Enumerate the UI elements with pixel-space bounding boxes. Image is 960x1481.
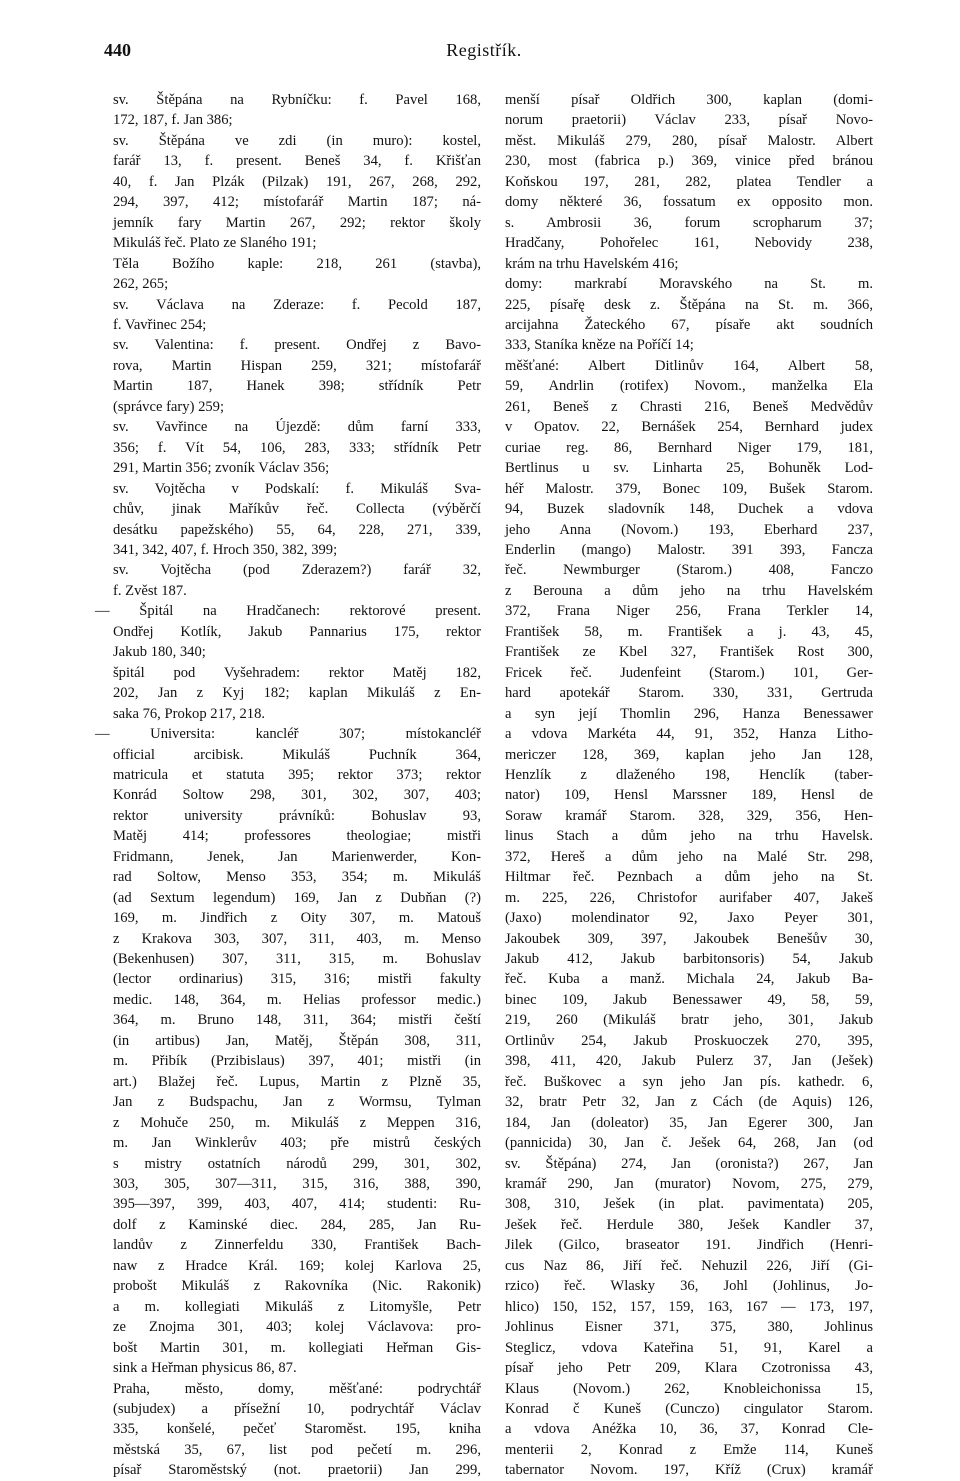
text-line: a m. kollegiati Mikuláš z Litomyšle, Petr xyxy=(113,1298,481,1315)
text-line: Enderlin (mango) Malostr. 391 393, Fancza xyxy=(505,541,873,558)
text-line: Hiltmar řeč. Peznbach a dům jeho na St. xyxy=(505,869,873,886)
text-line: 291, Martin 356; zvoník Václav 356; xyxy=(113,460,330,477)
text-line: 32, bratr Petr 32, Jan z Cách (de Aquis) 126, xyxy=(505,1094,873,1111)
text-line: 364, m. Bruno 148, 311, 364; mistři čeští xyxy=(113,1012,481,1029)
text-line: dolf z Kaminské diec. 284, 285, Jan Ru- xyxy=(113,1216,481,1233)
text-line: f. Vavřinec 254; xyxy=(113,316,207,333)
text-line: (lector ordinarius) 315, 316; mistři fakulty xyxy=(113,971,481,988)
page-number: 440 xyxy=(104,40,131,60)
text-line: menší písař Oldřich 300, kaplan (domi- xyxy=(505,92,873,108)
text-line: 335, konšelé, pečeť Staroměst. 195, kniha xyxy=(113,1421,481,1438)
text-line: nator) 109, Hensl Marssner 189, Hensl de xyxy=(505,787,873,804)
text-line: hlico) 150, 152, 157, 159, 163, 167 — 173, 197, xyxy=(505,1298,873,1315)
text-line: matricula et statuta 395; rektor 373; rektor xyxy=(113,766,481,783)
text-line: 225, písařę desk z. Štěpána na St. m. 366, xyxy=(505,296,873,313)
text-line: měšťané: Albert Ditlinův 164, Albert 58, xyxy=(505,357,873,374)
text-line: a vdova Markéta 44, 91, 352, Hanza Litho- xyxy=(505,726,873,743)
text-line: Johlinus Eisner 371, 375, 380, Johlinus xyxy=(505,1319,873,1336)
text-line: jemník fary Martin 267, 292; rektor školy xyxy=(113,214,481,231)
text-line: sv. Valentina: f. present. Ondřej z Bavo- xyxy=(113,337,481,354)
text-line: Soraw kramář Starom. 328, 329, 356, Hen- xyxy=(505,807,873,824)
text-line: official arcibisk. Mikuláš Puchník 364, xyxy=(113,746,481,763)
text-line: 356; f. Vít 54, 106, 283, 333; střídník Petr xyxy=(113,439,481,456)
text-line: 184, Jan (doleator) 35, Jan Egerer 300, Jan xyxy=(505,1114,873,1131)
text-line: Ješek řeč. Herdule 380, Ješek Kandler 37, xyxy=(505,1216,873,1233)
text-line: 169, m. Jindřich z Oity 307, m. Matouš xyxy=(113,910,481,927)
text-line: kramář 290, Jan (murator) Novom, 275, 279, xyxy=(505,1176,873,1193)
text-line: Ondřej Kotlík, Jakub Pannarius 175, rektor xyxy=(113,623,481,640)
text-line: cus Naz 86, Jiří řeč. Nehuzil 226, Jiří (Gi- xyxy=(505,1257,873,1274)
text-line: f. Zvěst 187. xyxy=(113,582,187,599)
text-line: bošt Martin 301, m. kollegiati Heřman Gis- xyxy=(113,1339,481,1356)
text-line: m. 225, 226, Christofor aurifaber 407, Jakeš xyxy=(505,889,873,906)
text-line: 219, 260 (Mikuláš bratr jeho, 301, Jakub xyxy=(505,1012,873,1029)
text-line: norum praetorii) Václav 233, písař Novo- xyxy=(505,112,873,129)
text-line: sv. Štěpána ve zdi (in muro): kostel, xyxy=(113,132,481,149)
text-line: 303, 305, 307—311, 315, 316, 388, 390, xyxy=(113,1176,481,1193)
text-line: sv. Václava na Zderaze: f. Pecold 187, xyxy=(113,296,481,313)
text-line: (správce fary) 259; xyxy=(113,398,225,415)
text-line: 261, Beneš z Chrasti 216, Beneš Medvědův xyxy=(505,398,873,415)
text-line: Bertlinus u sv. Linharta 25, Bohuněk Lod- xyxy=(505,460,873,477)
text-line: héř Malostr. 379, Bonec 109, Bušek Starom. xyxy=(505,480,873,497)
text-line: 262, 265; xyxy=(113,276,169,293)
text-line: František 58, m. František a j. 43, 45, xyxy=(505,623,873,640)
text-line: m. Přibík (Przibislaus) 397, 401; mistři (in xyxy=(113,1053,481,1070)
text-line: řeč. Newmburger (Starom.) 408, Fanczo xyxy=(505,562,873,579)
text-line: sink a Heřman physicus 86, 87. xyxy=(113,1360,297,1377)
text-line: z Mohuče 250, m. Mikuláš z Meppen 316, xyxy=(113,1114,481,1131)
text-line: Martin 187, Hanek 398; střídník Petr xyxy=(113,378,481,395)
text-line: špitál pod Vyšehradem: rektor Matěj 182, xyxy=(113,664,481,681)
text-line: Henzlík z dlaženého 198, Henclík (taber- xyxy=(505,766,873,783)
text-line: rad Soltow, Menso 353, 354; m. Mikuláš xyxy=(113,869,481,886)
text-line: 395—397, 399, 403, 407, 414; studenti: Ru- xyxy=(113,1196,481,1213)
text-line: rzico) řeč. Wlasky 36, Johl (Johlinus, Jo- xyxy=(505,1278,873,1295)
text-line: 172, 187, f. Jan 386; xyxy=(113,112,233,129)
text-line: Praha, město, domy, měšťané: podrychtář xyxy=(113,1380,481,1397)
text-line: landův z Zinnerfeldu 330, František Bach- xyxy=(113,1237,481,1254)
text-line: písař jeho Petr 209, Klara Czotronissa 43, xyxy=(505,1360,873,1377)
text-line: (subjudex) a přísežní 10, podrychtář Václav xyxy=(113,1401,481,1417)
text-line: Jilek (Gilco, braseator 191. Jindřich (Henri- xyxy=(505,1237,873,1254)
text-line: František ze Kbel 327, František Rost 300, xyxy=(505,644,873,661)
text-line: 308, 310, Ješek (in plat. pavimentata) 205, xyxy=(505,1196,873,1213)
text-line: s. Ambrosii 36, forum scropharum 37; xyxy=(505,214,873,231)
text-line: hard apotekář Starom. 330, 331, Gertruda xyxy=(505,685,873,702)
text-line: domy některé 36, fossatum ex opposito mon. xyxy=(505,194,873,211)
text-line: Fridmann, Jenek, Jan Marienwerder, Kon- xyxy=(113,848,481,865)
text-line: art.) Blažej řeč. Lupus, Martin z Plzně 35, xyxy=(113,1073,481,1090)
text-line: m. Jan Winklerův 403; pře mistrů českých xyxy=(113,1135,481,1152)
right-column xyxy=(505,90,873,1481)
text-line: a syn její Thomlin 296, Hanza Benessawer xyxy=(505,705,873,722)
text-line: — Universita: kancléř 307; místokancléř xyxy=(95,726,481,743)
text-line: městská 35, 67, list pod pečetí m. 296, xyxy=(113,1441,481,1458)
text-line: medic. 148, 364, m. Helias professor medic.) xyxy=(113,991,481,1008)
text-line: sv. Vavřince na Újezdě: dům farní 333, xyxy=(113,419,481,436)
text-line: naw z Hradce Král. 169; kolej Karlova 25, xyxy=(113,1257,481,1274)
text-line: řeč. Buškovec a syn jeho Jan pís. kathedr. 6, xyxy=(505,1073,873,1090)
text-line: (Jaxo) molendinator 92, Jaxo Peyer 301, xyxy=(505,910,873,927)
text-line: tabernator Novom. 197, Kříž (Crux) kramář xyxy=(505,1462,873,1479)
text-line: Jakub 412, Jakub barbitonsoris) 54, Jakub xyxy=(505,951,873,968)
text-line: v Opatov. 22, Bernášek 254, Bernhard judex xyxy=(505,419,873,436)
text-line: (ad Sextum legendum) 169, Jan z Dubňan (?) xyxy=(113,889,481,906)
page-header xyxy=(104,40,864,70)
text-line: 230, most (fabrica p.) 369, vinice před bránou xyxy=(505,153,873,170)
running-title: Registřík. xyxy=(446,40,522,60)
text-line: z Krakova 303, 307, 311, 403, m. Menso xyxy=(113,930,481,947)
text-line: desátku papežského) 55, 64, 228, 271, 339, xyxy=(113,521,481,538)
text-line: 372, Frana Niger 256, Frana Terkler 14, xyxy=(505,603,873,620)
text-line: 398, 411, 420, Jakub Pulerz 37, Jan (Ješek) xyxy=(505,1053,873,1070)
text-line: Hradčany, Pohořelec 161, Nebovidy 238, xyxy=(505,235,873,252)
text-line: Fricek řeč. Judenfeint (Starom.) 101, Ger- xyxy=(505,664,873,681)
text-line: Matěj 414; professores theologiae; mistři xyxy=(113,828,481,845)
text-line: Konrad č Kuneš (Cunczo) cingulator Starom. xyxy=(505,1401,873,1417)
text-line: krám na trhu Havelském 416; xyxy=(505,255,679,272)
text-line: měst. Mikuláš 279, 280, písař Malostr. Albert xyxy=(505,132,873,149)
text-line: sv. Štěpána) 274, Jan (oronista?) 267, Jan xyxy=(505,1155,873,1172)
text-line: Jakub 180, 340; xyxy=(113,644,206,661)
text-line: sv. Štěpána na Rybníčku: f. Pavel 168, xyxy=(113,92,481,108)
text-line: 40, f. Jan Plzák (Pilzak) 191, 267, 268, 292, xyxy=(113,173,481,190)
text-line: 372, Hereš a dům jeho na Malé Str. 298, xyxy=(505,848,873,865)
text-line: Jakoubek 309, 397, Jakoubek Benešův 30, xyxy=(505,930,873,947)
text-line: rektor university právníků: Bohuslav 93, xyxy=(113,807,481,824)
text-line: z Berouna a dům jeho na trhu Havelském xyxy=(505,582,873,599)
text-line: 94, Buzek sladovník 148, Duchek a vdova xyxy=(505,501,873,518)
text-line: — Špitál na Hradčanech: rektorové present. xyxy=(95,603,481,620)
text-line: farář 13, f. present. Beneš 34, f. Křišťan xyxy=(113,153,481,170)
text-line: chův, jinak Maříkův řeč. Collecta (výběrčí xyxy=(113,501,481,518)
text-line: menterii 2, Konrad z Emže 114, Kuneš xyxy=(505,1441,873,1458)
text-line: mericzer 128, 369, kaplan jeho Jan 128, xyxy=(505,746,873,763)
text-line: ze Znojma 301, 403; kolej Václavova: pro- xyxy=(113,1319,481,1336)
text-line: sv. Vojtěcha v Podskalí: f. Mikuláš Sva- xyxy=(113,480,481,497)
text-line: jeho Anna (Novom.) 193, Eberhard 237, xyxy=(505,521,873,538)
text-line: binec 109, Jakub Benessawer 49, 58, 59, xyxy=(505,991,873,1008)
text-line: arcijahna Žateckého 67, písaře akt soudních xyxy=(505,316,873,333)
text-line: Jan z Budspachu, Jan z Wormsu, Tylman xyxy=(113,1094,481,1111)
text-line: Ortlinův 254, Jakub Proskuoczek 270, 395, xyxy=(505,1032,873,1049)
text-line: Klaus (Novom.) 262, Knobleichonissa 15, xyxy=(505,1380,873,1397)
text-line: Steglicz, vdova Kateřina 51, 91, Karel a xyxy=(505,1339,873,1356)
text-line: 59, Andrlin (rotifex) Novom., manželka Ela xyxy=(505,378,873,395)
text-line: domy: markrabí Moravského na St. m. xyxy=(505,276,873,293)
text-line: curiae reg. 86, Bernhard Niger 179, 181, xyxy=(505,439,873,456)
text-line: rova, Martin Hispan 259, 321; místofarář xyxy=(113,357,481,374)
text-line: sv. Vojtěcha (pod Zderazem?) farář 32, xyxy=(113,562,481,579)
text-line: (in artibus) Jan, Matěj, Štěpán 308, 311, xyxy=(113,1032,481,1049)
text-line: linus Stach a dům jeho na trhu Havelsk. xyxy=(505,828,873,845)
text-line: a vdova Anéžka 10, 36, 37, Konrad Cle- xyxy=(505,1421,873,1438)
text-line: s mistry ostatních národů 299, 301, 302, xyxy=(113,1155,481,1172)
text-line: (pannicida) 30, Jan č. Ješek 64, 268, Jan (od xyxy=(505,1135,873,1152)
text-line: 333, Staníka kněze na Poříčí 14; xyxy=(505,337,694,354)
text-line: 294, 397, 412; místofarář Martin 187; ná- xyxy=(113,194,481,211)
text-line: 202, Jan z Kyj 182; kaplan Mikuláš z En- xyxy=(113,685,481,702)
text-line: probošt Mikuláš z Rakovníka (Nic. Rakonik) xyxy=(113,1278,481,1295)
text-line: Těla Božího kaple: 218, 261 (stavba), xyxy=(113,255,481,272)
text-line: Mikuláš řeč. Plato ze Slaného 191; xyxy=(113,235,317,252)
text-line: písař Staroměstský (not. praetorii) Jan 299, xyxy=(113,1462,481,1479)
text-line: Koňskou 197, 281, 282, platea Tendler a xyxy=(505,173,873,190)
text-line: (Bekenhusen) 307, 311, 315, m. Bohuslav xyxy=(113,951,481,968)
text-line: 341, 342, 407, f. Hroch 350, 382, 399; xyxy=(113,541,338,558)
left-column xyxy=(95,90,481,1481)
text-line: řeč. Kuba a manž. Michala 24, Jakub Ba- xyxy=(505,971,873,988)
text-line: Konrád Soltow 298, 301, 302, 307, 403; xyxy=(113,787,481,804)
text-line: saka 76, Prokop 217, 218. xyxy=(113,705,266,722)
